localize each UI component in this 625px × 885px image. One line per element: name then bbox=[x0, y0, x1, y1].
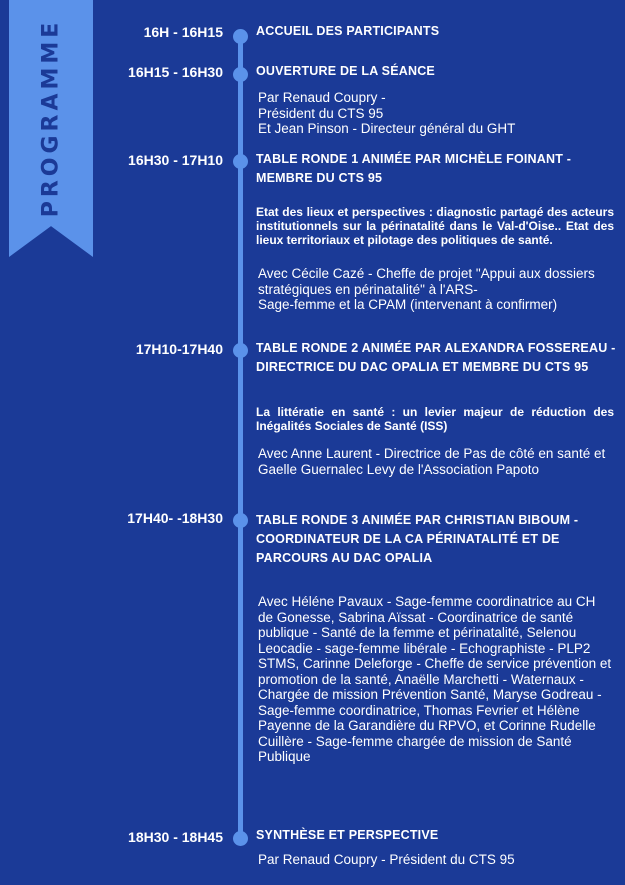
session-subtitle: La littératie en santé : un levier majeur de réduction des Inégalités Sociales de Santé (ISS) bbox=[256, 405, 614, 433]
session-time: 16H - 16H15 bbox=[143, 24, 223, 40]
session-time: 16H15 - 16H30 bbox=[128, 64, 223, 80]
session-time: 16H30 - 17H10 bbox=[128, 152, 223, 168]
session-speakers bbox=[258, 90, 613, 137]
timeline-dot bbox=[233, 29, 248, 44]
timeline-dot bbox=[233, 67, 248, 82]
session-title: OUVERTURE DE LA SÉANCE bbox=[256, 64, 435, 78]
timeline-dot bbox=[233, 343, 248, 358]
timeline-dot bbox=[233, 154, 248, 169]
session-speakers bbox=[258, 266, 613, 313]
session-speakers bbox=[258, 852, 613, 868]
session-time: 17H10-17H40 bbox=[135, 341, 223, 357]
session-speakers-text: Avec Héléne Pavaux - Sage-femme coordinatrice au CH de Gonesse, Sabrina Aïssat - Coordinatrice de santé publique - Santé de la femme et périnatalité, Selenou Leocadie - sage-femme libérale - Echographiste - PLP2 STMS, Carinne Deleforge - Cheffe de service prévention et promotion de la santé, Anaëlle Marchetti - Waternaux - Chargée de mission Prévention Santé, Maryse Godreau - Sage-femme coordinatrice, Thomas Fevrier et Hélène Payenne de la Garandière du RPVO, et Corinne Rudelle Cuillère - Sage-femme chargée de mission de Santé Publique bbox=[258, 594, 612, 764]
timeline-dot bbox=[233, 831, 248, 846]
session-title: TABLE RONDE 1 ANIMÉE PAR MICHÈLE FOINANT - MEMBRE DU CTS 95 bbox=[256, 152, 572, 185]
session-title: SYNTHÈSE ET PERSPECTIVE bbox=[256, 828, 439, 842]
session-speakers-text: Par Renaud Coupry - Président du CTS 95 Et Jean Pinson - Directeur général du GHT bbox=[258, 90, 516, 136]
session-time: 18H30 - 18H45 bbox=[128, 829, 223, 845]
session-speakers bbox=[258, 446, 613, 477]
session-subtitle: Etat des lieux et perspectives : diagnostic partagé des acteurs institutionnels sur la périnatalité dans le Val-d'Oise.. Etat des lieux territoriaux et pilotage des politiques de santé. bbox=[256, 205, 614, 247]
session-time: 17H40- -18H30 bbox=[127, 510, 223, 526]
session-speakers-text: Par Renaud Coupry - Président du CTS 95 bbox=[258, 852, 515, 867]
programme-ribbon-label: PROGRAMME bbox=[38, 18, 64, 218]
session-speakers bbox=[258, 594, 613, 765]
session-speakers-text: Avec Cécile Cazé - Cheffe de projet "Appui aux dossiers stratégiques en périnatalité" à l'ARS- Sage-femme et la CPAM (intervenant à confirmer) bbox=[258, 266, 595, 312]
timeline-line bbox=[238, 30, 243, 842]
session-title: TABLE RONDE 2 ANIMÉE PAR ALEXANDRA FOSSEREAU - DIRECTRICE DU DAC OPALIA ET MEMBRE DU CTS 95 bbox=[256, 341, 616, 374]
session-title: TABLE RONDE 3 ANIMÉE PAR CHRISTIAN BIBOUM - COORDINATEUR DE LA CA PÉRINATALITÉ ET DE PARCOURS AU DAC OPALIA bbox=[256, 513, 579, 565]
session-title: ACCUEIL DES PARTICIPANTS bbox=[256, 24, 440, 38]
session-speakers-text: Avec Anne Laurent - Directrice de Pas de côté en santé et Gaelle Guernalec Levy de l'Association Papoto bbox=[258, 446, 606, 477]
timeline-dot bbox=[233, 513, 248, 528]
